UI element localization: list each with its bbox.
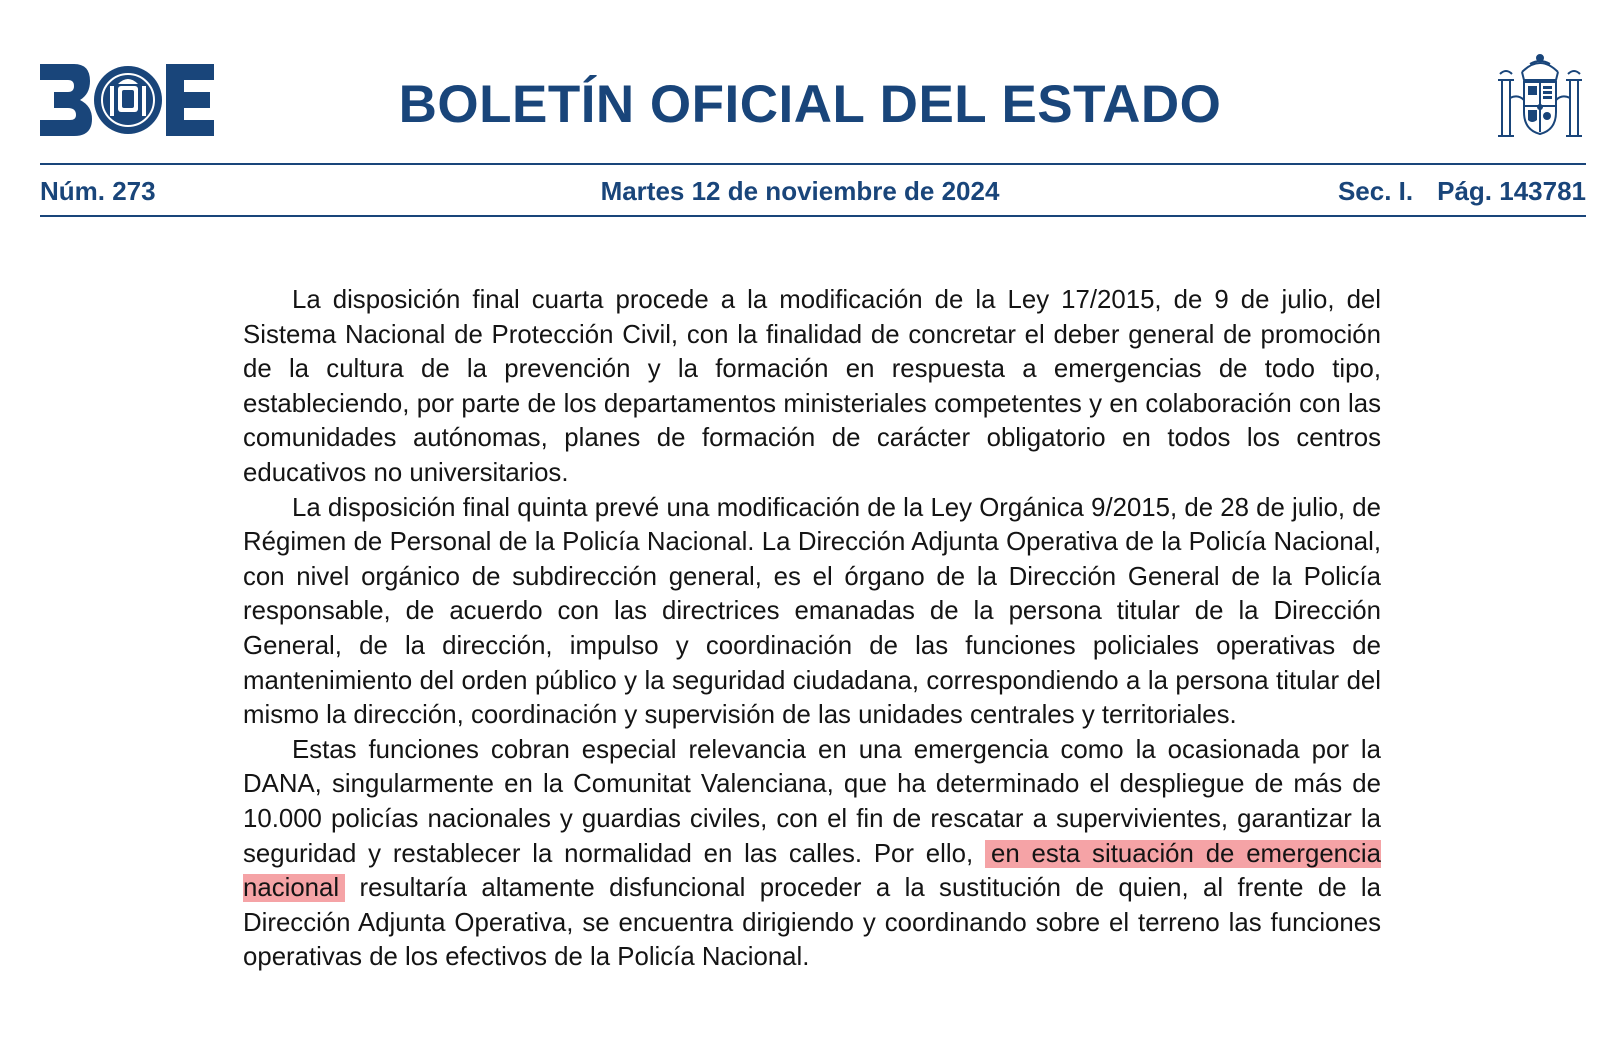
section-label: Sec. I. xyxy=(1337,176,1414,206)
paragraph-3-lead: Estas funciones cobran especial relevancia en una emergencia como la ocasionada por la DANA, singularmente en la Comunitat Valenciana, que ha determinado el despliegue de más de 10.000 policías nacionales y guardias civiles, con el fin de rescatar a supervivientes, garantizar la seguridad y restablecer la normalidad en las calles. Por ello, xyxy=(243,735,1381,868)
section-page-info xyxy=(1338,176,1586,207)
document-body xyxy=(243,283,1381,975)
header-rule-bottom xyxy=(40,215,1586,217)
boe-logo-letter-e xyxy=(166,64,214,136)
coat-of-arms-icon xyxy=(1494,50,1586,145)
paragraph-final-provision-fourth: La disposición final cuarta procede a la modificación de la Ley 17/2015, de 9 de julio, del Sistema Nacional de Protección Civil, con la finalidad de concretar el deber general de promoción de la cultura de la prevención y la formación en respuesta a emergencias de todo tipo, estableciendo, por parte de los departamentos ministeriales competentes y en colaboración con las comunidades autónomas, planes de formación de carácter obligatorio en todos los centros educativos no universitarios. xyxy=(243,286,1381,487)
issue-date: Martes 12 de noviembre de 2024 xyxy=(600,176,1000,206)
boe-logo xyxy=(40,64,214,136)
masthead-title: BOLETÍN OFICIAL DEL ESTADO xyxy=(398,75,1222,134)
issue-number: Núm. 273 xyxy=(40,176,156,206)
paragraph-emergency-functions xyxy=(243,733,1381,975)
paragraph-final-provision-fifth: La disposición final quinta prevé una modificación de la Ley Orgánica 9/2015, de 28 de julio, de Régimen de Personal de la Policía Nacional. La Dirección Adjunta Operativa de la Policía Nacional, con nivel orgánico de subdirección general, es el órgano de la Dirección General de la Policía responsable, de acuerdo con las directrices emanadas de la persona titular de la Dirección General, de la dirección, impulso y coordinación de las funciones policiales operativas de mantenimiento del orden público y la seguridad ciudadana, correspondiendo a la persona titular del mismo la dirección, coordinación y supervisión de las unidades centrales y territoriales. xyxy=(243,493,1381,730)
paragraph-3-tail: resultaría altamente disfuncional proceder a la sustitución de quien, al frente de la Dirección Adjunta Operativa, se encuentra dirigiendo y coordinando sobre el terreno las funciones operativas de los efectivos de la Policía Nacional. xyxy=(243,874,1381,972)
page-number: Pág. 143781 xyxy=(1437,176,1586,206)
highlighted-phrase: en esta situación de emergencia nacional xyxy=(243,839,1381,903)
header-rule-top xyxy=(40,163,1586,165)
boe-logo-letter-b xyxy=(40,64,92,136)
